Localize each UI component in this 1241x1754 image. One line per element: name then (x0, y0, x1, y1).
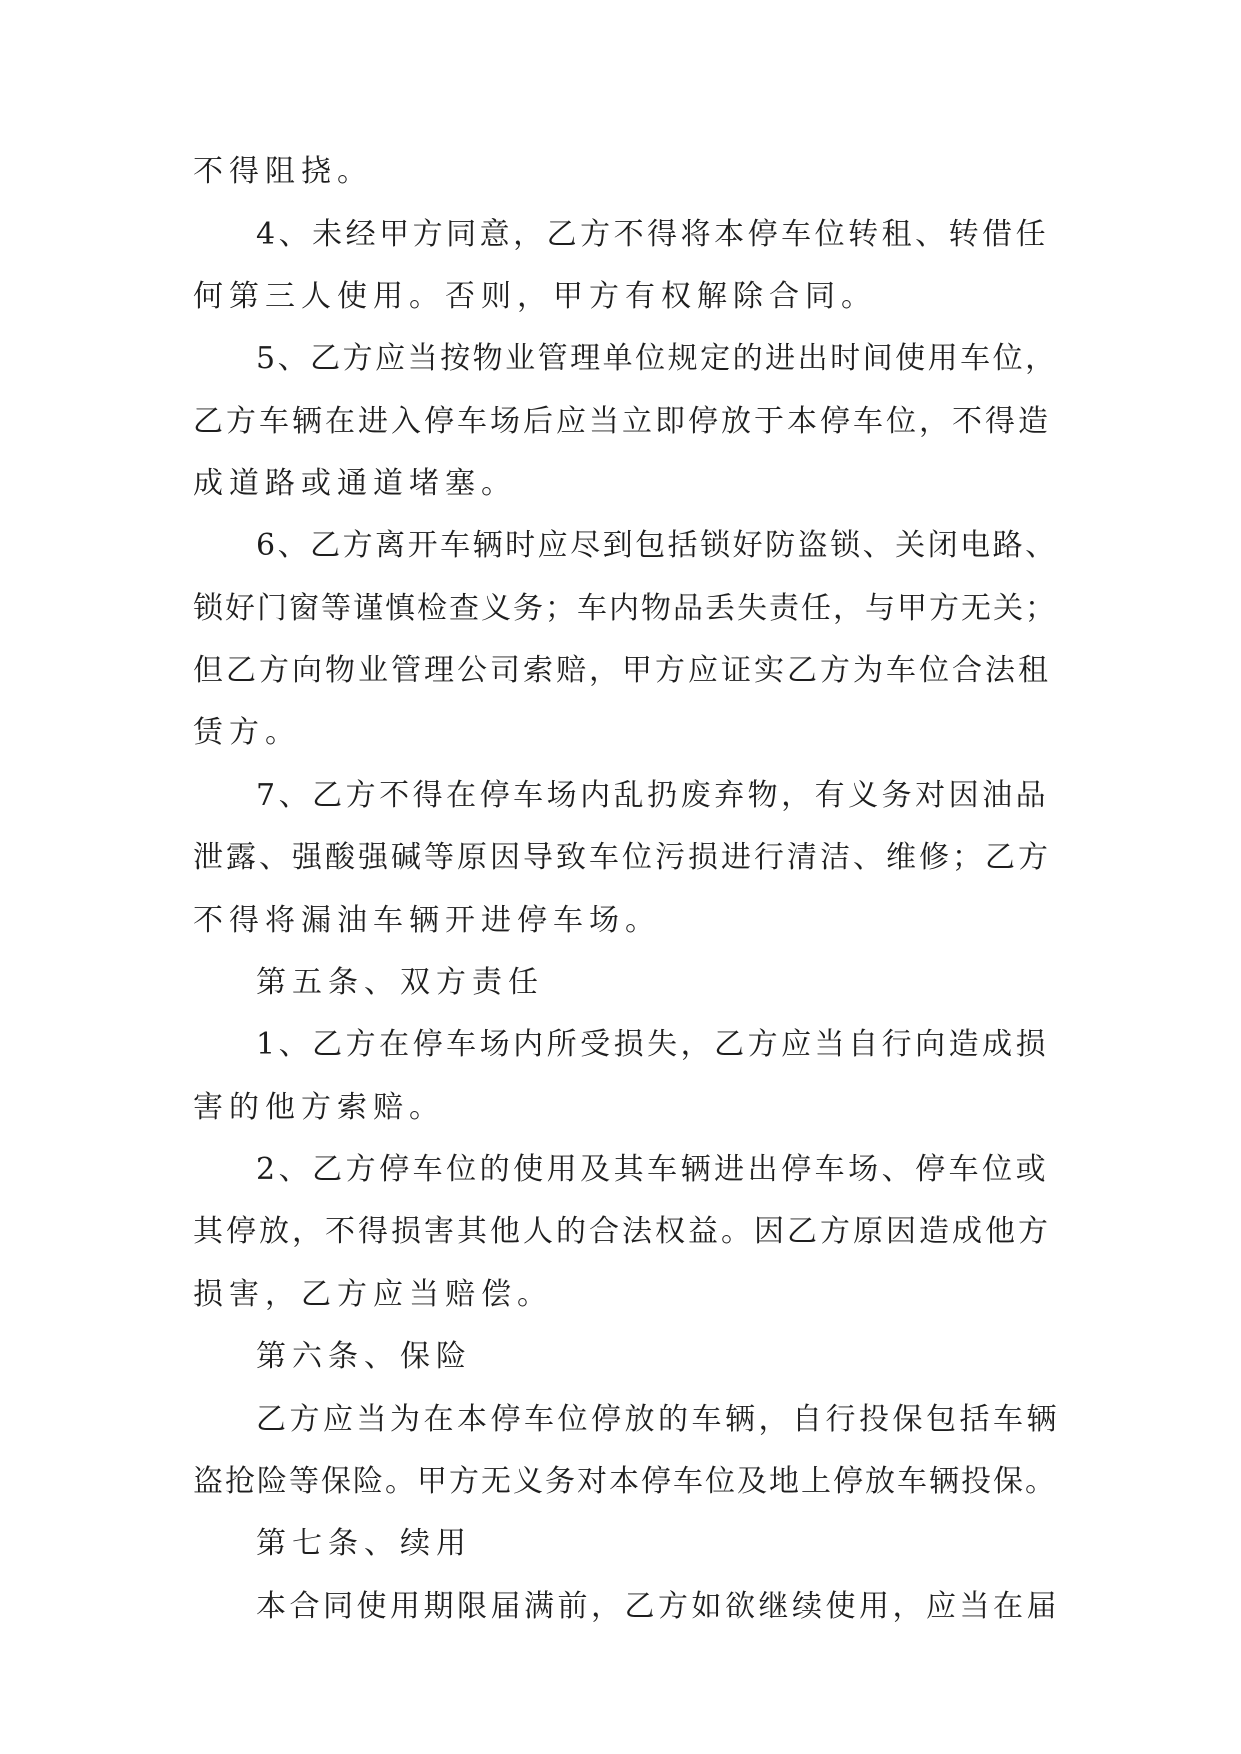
text-line: 乙方应当为在本停车位停放的车辆，自行投保包括车辆 (256, 1402, 1060, 1437)
text-line: 本合同使用期限届满前，乙方如欲继续使用，应当在届 (256, 1589, 1060, 1624)
text-line: 其停放，不得损害其他人的合法权益。因乙方原因造成他方 (193, 1214, 1051, 1249)
text-line: 7、乙方不得在停车场内乱扔废弃物，有义务对因油品 (256, 778, 1050, 813)
text-line: 损害，乙方应当赔偿。 (193, 1277, 553, 1312)
text-line: 4、未经甲方同意，乙方不得将本停车位转租、转借任 (256, 217, 1050, 252)
text-line: 1、乙方在停车场内所受损失，乙方应当自行向造成损 (256, 1027, 1050, 1062)
section-heading: 第五条、双方责任 (256, 965, 544, 1000)
text-line: 5、乙方应当按物业管理单位规定的进出时间使用车位， (256, 341, 1058, 376)
text-line: 害的他方索赔。 (193, 1090, 445, 1125)
text-line: 6、乙方离开车辆时应尽到包括锁好防盗锁、关闭电路、 (256, 528, 1058, 563)
text-line: 成道路或通道堵塞。 (193, 466, 517, 501)
text-line: 乙方车辆在进入停车场后应当立即停放于本停车位，不得造 (193, 404, 1051, 439)
text-line: 何第三人使用。否则，甲方有权解除合同。 (193, 279, 877, 314)
section-heading: 第七条、续用 (256, 1526, 472, 1561)
text-line: 赁方。 (193, 715, 301, 750)
text-line: 泄露、强酸强碱等原因导致车位污损进行清洁、维修；乙方 (193, 840, 1051, 875)
section-heading: 第六条、保险 (256, 1339, 472, 1374)
text-line: 锁好门窗等谨慎检查义务；车内物品丢失责任，与甲方无关； (193, 591, 1057, 626)
text-line: 但乙方向物业管理公司索赔，甲方应证实乙方为车位合法租 (193, 653, 1051, 688)
text-line: 2、乙方停车位的使用及其车辆进出停车场、停车位或 (256, 1152, 1050, 1187)
text-line: 盗抢险等保险。甲方无义务对本停车位及地上停放车辆投保。 (193, 1464, 1057, 1499)
text-line: 不得阻挠。 (193, 154, 373, 189)
text-line: 不得将漏油车辆开进停车场。 (193, 903, 661, 938)
